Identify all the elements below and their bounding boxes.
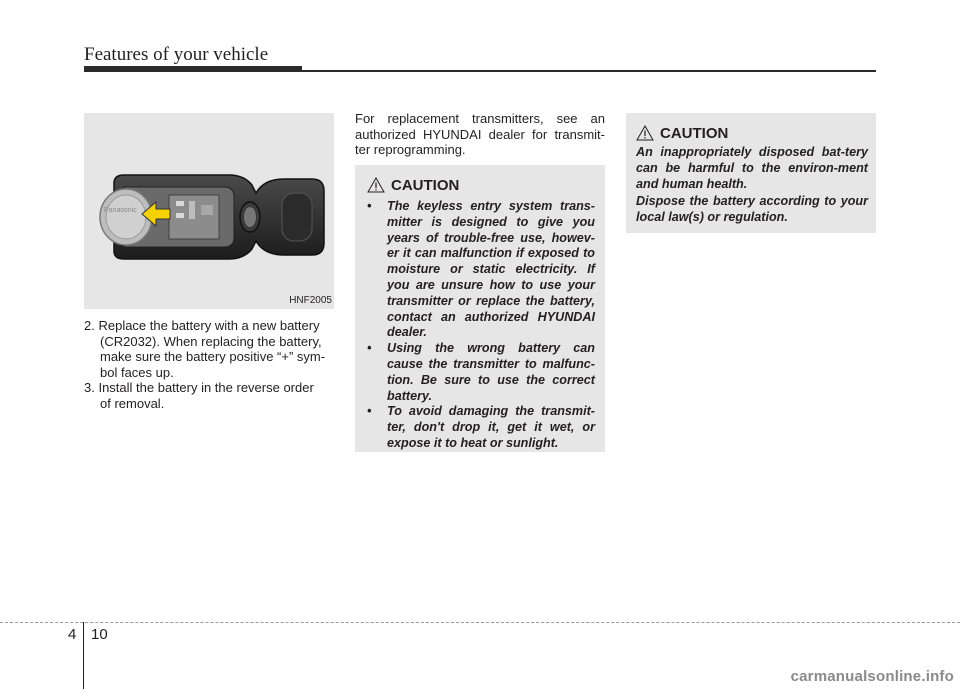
step-2-line2: (CR2032). When replacing the battery, [100,333,322,349]
key-fob-figure [84,113,334,309]
page-number: 10 [91,626,108,643]
step-2-line1 [84,318,334,334]
caution-title: CAUTION [391,176,460,194]
step-3 [84,380,334,411]
chapter-number: 4 [68,626,77,643]
caution-paragraph-1: An inappropriately disposed bat-tery can be harmful to the environ-ment and human health. [636,145,868,191]
footer-divider [83,622,84,689]
caution-bullet-1-text: The keyless entry system trans-mitter is designed to give you years of trouble-free use, howev-er it can malfunction if exposed to moisture or static electricity. If you are unsure how to use your transmitter or replace the battery, contact an authorized HYUNDAI dealer. [387,199,595,340]
caution-paragraph-2: Dispose the battery according to your local law(s) or regulation. [636,194,868,225]
step-3-number: 3. [84,380,95,395]
caution-heading [636,123,868,143]
step-3-text: Install the battery in the reverse order [98,380,314,395]
step-2-text: Replace the battery with a new battery [98,318,320,333]
header-rule [302,70,876,72]
page-header-title: Features of your vehicle [84,44,269,65]
header-bar [84,66,302,72]
watermark: carmanualsonline.info [790,668,954,685]
replacement-note: For replacement transmitters, see an authorized HYUNDAI dealer for transmit-ter reprogramming. [355,111,605,157]
step-3-line1 [84,380,334,396]
warning-icon [367,177,385,193]
caution-bullet-3-text: To avoid damaging the transmit-ter, don't drop it, get it wet, or expose it to heat or sunlight. [387,404,595,450]
caution-heading [367,175,595,195]
step-2-line4: bol faces up. [100,364,174,380]
caution-box-disposal [626,113,876,233]
key-fob-illustration [84,113,334,309]
caution-bullet-3: • To avoid damaging the transmit-ter, don't drop it, get it wet, or expose it to heat or sunlight. [367,404,595,450]
step-2-line3: make sure the battery positive “+” sym- [100,349,326,364]
battery-label: Panasonic [104,207,137,214]
step-3-line2: of removal. [100,395,165,411]
step-2-number: 2. [84,318,95,333]
caution-bullet-2: • Using the wrong battery can cause the transmitter to malfunc-tion. Be sure to use the correct battery. [367,341,595,403]
footer-rule [0,622,960,623]
caution-bullet-2-text: Using the wrong battery can cause the transmitter to malfunc-tion. Be sure to use the correct battery. [387,341,595,403]
caution-box-keyless [355,165,605,452]
warning-icon [636,125,654,141]
figure-label: HNF2005 [289,295,332,306]
step-2 [84,318,334,380]
caution-title: CAUTION [660,124,729,142]
caution-bullet-1: • The keyless entry system trans-mitter is designed to give you years of trouble-free use, howev-er it can malfunction if exposed to moisture or static electricity. If you are unsure how to use your transmitter or replace the battery, contact an authorized HYUNDAI dealer. [367,199,595,340]
